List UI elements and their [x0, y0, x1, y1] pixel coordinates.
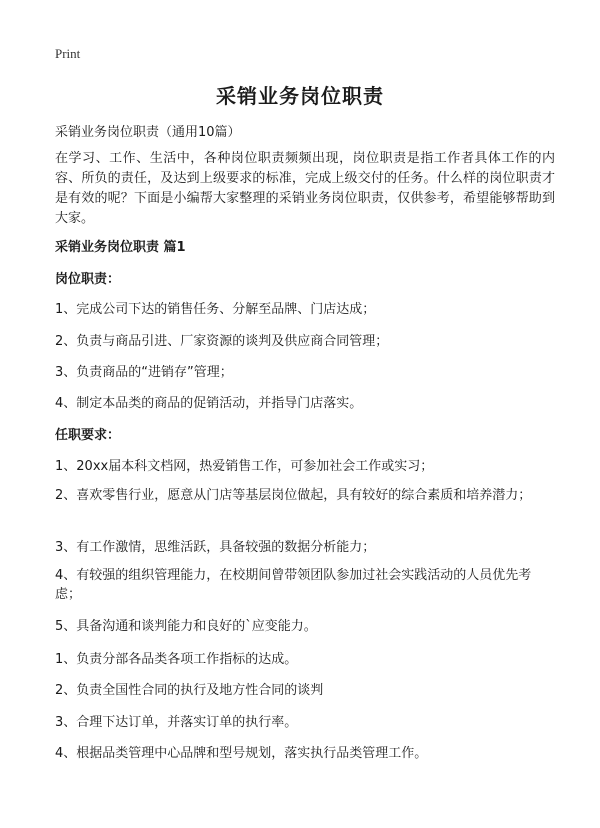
duty-item: 2、负责与商品引进、厂家资源的谈判及供应商合同管理； — [55, 334, 389, 349]
duty-item: 1、完成公司下达的销售任务、分解至品牌、门店达成； — [55, 302, 376, 317]
extra-item: 3、合理下达订单，并落实订单的执行率。 — [55, 715, 298, 730]
extra-item: 1、负责分部各品类各项工作指标的达成。 — [55, 652, 298, 667]
extra-item: 4、根据品类管理中心品牌和型号规划，落实执行品类管理工作。 — [55, 746, 428, 761]
requirement-item: 2、喜欢零售行业，愿意从门店等基层岗位做起，具有较好的综合素质和培养潜力； — [55, 488, 532, 503]
duties-heading: 岗位职责： — [55, 272, 121, 287]
duty-item: 3、负责商品的“进销存”管理； — [55, 365, 233, 380]
document-subtitle: 采销业务岗位职责（通用10篇） — [55, 125, 241, 140]
requirements-heading: 任职要求： — [55, 428, 121, 443]
requirement-item: 3、有工作激情，思维活跃，具备较强的数据分析能力； — [55, 540, 376, 555]
requirement-item: 4、有较强的组织管理能力，在校期间曾带领团队参加过社会实践活动的人员优先考虑； — [55, 568, 532, 602]
section-heading: 采销业务岗位职责 篇1 — [55, 240, 186, 255]
intro-paragraph: 在学习、工作、生活中，各种岗位职责频频出现，岗位职责是指工作者具体工作的内容、所负的责任，及达到上级要求的标准，完成上级交付的任务。什么样的岗位职责才是有效的呢？下面是小编帮大家整理的采销业务岗位职责，仅供参考，希望能够帮助到大家。 — [55, 151, 555, 226]
requirement-item: 5、具备沟通和谈判能力和良好的`应变能力。 — [55, 619, 317, 634]
print-label: Print — [55, 46, 81, 61]
extra-item: 2、负责全国性合同的执行及地方性合同的谈判 — [55, 683, 324, 698]
duty-item: 4、制定本品类的商品的促销活动，并指导门店落实。 — [55, 396, 363, 411]
page-title: 采销业务岗位职责 — [216, 84, 384, 108]
requirement-item: 1、20xx届本科文档网，热爱销售工作，可参加社会工作或实习； — [55, 459, 434, 474]
